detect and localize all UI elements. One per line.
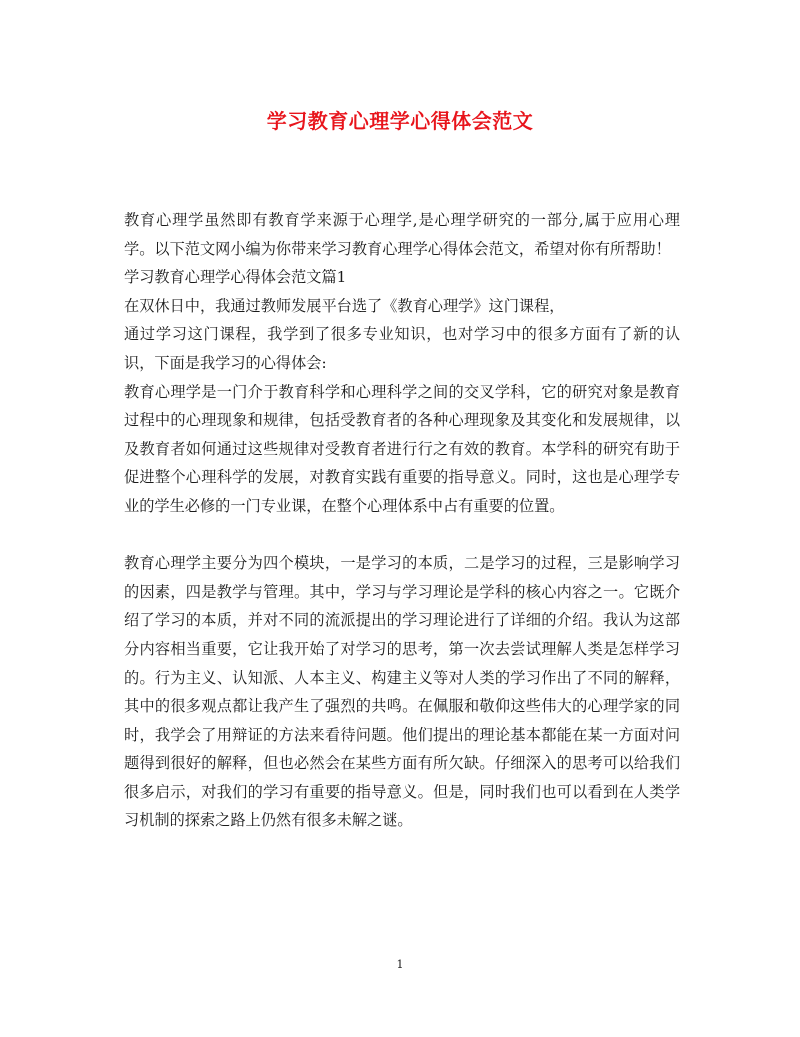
document-body bbox=[124, 206, 680, 835]
paragraph-course-selection: 在双休日中，我通过教师发展平台选了《教育心理学》这门课程， bbox=[124, 296, 565, 315]
paragraph-definition: 教育心理学是一门介于教育科学和心理科学之间的交叉学科，它的研究对象是教育过程中的心理现象和规律，包括受教育者的各种心理现象及其变化和发展规律，以及教育者如何通过这些规律对受教育者进行行之有效的教育。本学科的研究有助于促进整个心理科学的发展，对教育实践有重要的指导意义。同时，这也是心理学专业的学生必修的一门专业课，在整个心理体系中占有重要的位置。 bbox=[124, 382, 680, 515]
document-title: 学习教育心理学心得体会范文 bbox=[266, 109, 534, 133]
section-heading: 学习教育心理学心得体会范文篇1 bbox=[124, 268, 347, 287]
paragraph-modules: 教育心理学主要分为四个模块，一是学习的本质，二是学习的过程，三是影响学习的因素，四是教学与管理。其中，学习与学习理论是学科的核心内容之一。它既介绍了学习的本质，并对不同的流派提出的学习理论进行了详细的介绍。我认为这部分内容相当重要，它让我开始了对学习的思考，第一次去尝试理解人类是怎样学习的。行为主义、认知派、人本主义、构建主义等对人类的学习作出了不同的解释，其中的很多观点都让我产生了强烈的共鸣。在佩服和敬仰这些伟大的心理学家的同时，我学会了用辩证的方法来看待问题。他们提出的理论基本都能在某一方面对问题得到很好的解释，但也必然会在某些方面有所欠缺。仔细深入的思考可以给我们很多启示，对我们的学习有重要的指导意义。但是，同时我们也可以看到在人类学习机制的探索之路上仍然有很多未解之谜。 bbox=[124, 554, 680, 830]
intro-paragraph: 教育心理学虽然即有教育学来源于心理学,是心理学研究的一部分,属于应用心理学。以下范文网小编为你带来学习教育心理学心得体会范文，希望对你有所帮助！ bbox=[124, 211, 680, 258]
paragraph-learning: 通过学习这门课程，我学到了很多专业知识，也对学习中的很多方面有了新的认识，下面是我学习的心得体会: bbox=[124, 325, 680, 372]
page-number: 1 bbox=[396, 958, 404, 971]
paragraph-spacer bbox=[124, 521, 680, 550]
